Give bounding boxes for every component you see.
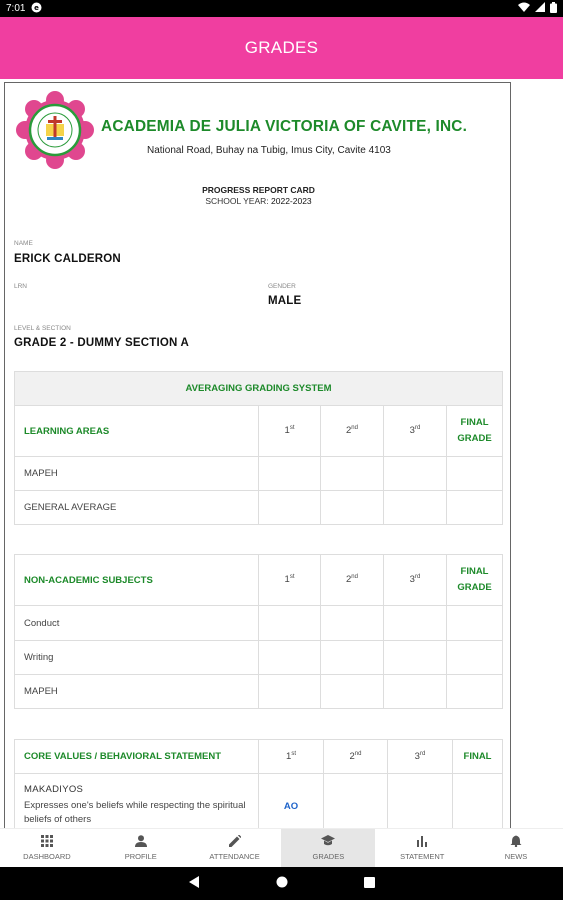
- nav-attendance[interactable]: [188, 829, 282, 867]
- app-bar: [0, 17, 563, 79]
- student-gender: MALE: [268, 295, 302, 307]
- non-academic-header: NON-ACADEMIC SUBJECTS: [15, 555, 259, 606]
- school-year: [5, 196, 512, 206]
- report-card-scroll[interactable]: [0, 79, 563, 828]
- academic-grades-table: [14, 371, 503, 525]
- grading-system-title: AVERAGING GRADING SYSTEM: [15, 372, 503, 406]
- report-card: [4, 82, 511, 828]
- wifi-icon: [518, 2, 530, 15]
- behavior-statement: Expresses one's beliefs while respecting the spiritual beliefs of others: [24, 800, 246, 825]
- home-icon[interactable]: [276, 875, 288, 893]
- q3-header: 3rd: [384, 406, 447, 457]
- person-icon: [135, 835, 147, 849]
- table-row: [15, 457, 503, 491]
- core-value-name: MAKADIYOS: [24, 784, 84, 795]
- final-grade-header: FINAL GRADE: [447, 406, 503, 457]
- nav-news[interactable]: [469, 829, 563, 867]
- q1-header: 1st: [259, 406, 321, 457]
- gender-label: GENDER: [268, 283, 296, 290]
- graduation-cap-icon: [321, 835, 335, 849]
- school-name: ACADEMIA DE JULIA VICTORIA OF CAVITE, INC.: [101, 118, 468, 135]
- nav-label: NEWS: [504, 852, 528, 861]
- nav-statement[interactable]: [375, 829, 469, 867]
- core-values-table: [14, 739, 503, 828]
- table-row: [15, 641, 503, 675]
- grade-cell: [447, 457, 503, 491]
- subject-name: Writing: [15, 641, 259, 675]
- nav-label: PROFILE: [124, 852, 157, 861]
- system-navigation-bar: [0, 867, 563, 900]
- rating-cell: [453, 774, 503, 829]
- rating-cell: AO: [259, 774, 324, 829]
- bar-chart-icon: [416, 835, 428, 849]
- subject-name: MAPEH: [15, 675, 259, 709]
- rating-cell: [388, 774, 453, 829]
- q2-header: 2nd: [321, 555, 384, 606]
- table-row: [15, 491, 503, 525]
- page-title: GRADES: [244, 38, 319, 57]
- svg-text:e: e: [34, 3, 40, 12]
- table-row: [15, 774, 503, 829]
- q3-header: 3rd: [388, 740, 453, 774]
- lrn-label: LRN: [14, 283, 28, 290]
- q3-header: 3rd: [384, 555, 447, 606]
- school-address: National Road, Buhay na Tubig, Imus City, Cavite 4103: [147, 145, 391, 156]
- student-name: ERICK CALDERON: [14, 253, 121, 265]
- nav-label: STATEMENT: [400, 852, 445, 861]
- grade-cell: [259, 457, 321, 491]
- back-icon[interactable]: [188, 875, 200, 893]
- grade-cell: [321, 491, 384, 525]
- nav-label: DASHBOARD: [23, 852, 71, 861]
- table-row: [15, 606, 503, 641]
- grade-cell: [384, 457, 447, 491]
- subject-name: Conduct: [15, 606, 259, 641]
- q1-header: 1st: [259, 740, 324, 774]
- subject-name: GENERAL AVERAGE: [15, 491, 259, 525]
- final-grade-header: FINAL GRADE: [447, 555, 503, 606]
- q2-header: 2nd: [321, 406, 384, 457]
- school-year-value: 2022-2023: [271, 196, 312, 206]
- student-level: GRADE 2 - DUMMY SECTION A: [14, 337, 189, 349]
- nav-grades[interactable]: [281, 829, 375, 867]
- name-label: NAME: [14, 240, 33, 247]
- report-title: PROGRESS REPORT CARD: [202, 185, 315, 195]
- recents-icon[interactable]: [364, 875, 375, 893]
- core-value-cell: [15, 774, 259, 829]
- school-year-label: SCHOOL YEAR:: [205, 196, 269, 206]
- status-bar: [0, 0, 563, 17]
- table-row: [15, 675, 503, 709]
- final-header: FINAL: [453, 740, 503, 774]
- nav-label: ATTENDANCE: [209, 852, 260, 861]
- school-header: [5, 83, 510, 178]
- non-academic-table: [14, 554, 503, 709]
- core-values-header: CORE VALUES / BEHAVIORAL STATEMENT: [15, 740, 259, 774]
- learning-areas-header: LEARNING AREAS: [15, 406, 259, 457]
- grade-cell: [321, 457, 384, 491]
- grid-icon: [41, 835, 53, 849]
- grade-cell: [384, 491, 447, 525]
- q2-header: 2nd: [324, 740, 388, 774]
- pencil-icon: [229, 835, 241, 849]
- subject-name: MAPEH: [15, 457, 259, 491]
- status-time: 7:01: [6, 3, 26, 14]
- school-logo: [15, 90, 95, 170]
- level-label: LEVEL & SECTION: [14, 325, 71, 332]
- q1-header: 1st: [259, 555, 321, 606]
- bottom-navigation: [0, 828, 563, 867]
- grade-cell: [447, 491, 503, 525]
- bell-icon: [510, 835, 522, 849]
- grade-cell: [259, 491, 321, 525]
- nav-profile[interactable]: [94, 829, 188, 867]
- rating-cell: [324, 774, 388, 829]
- app-notification-icon: [31, 2, 42, 16]
- nav-dashboard[interactable]: [0, 829, 94, 867]
- signal-icon: [535, 2, 545, 15]
- battery-icon: [550, 2, 557, 16]
- nav-label: GRADES: [312, 852, 345, 861]
